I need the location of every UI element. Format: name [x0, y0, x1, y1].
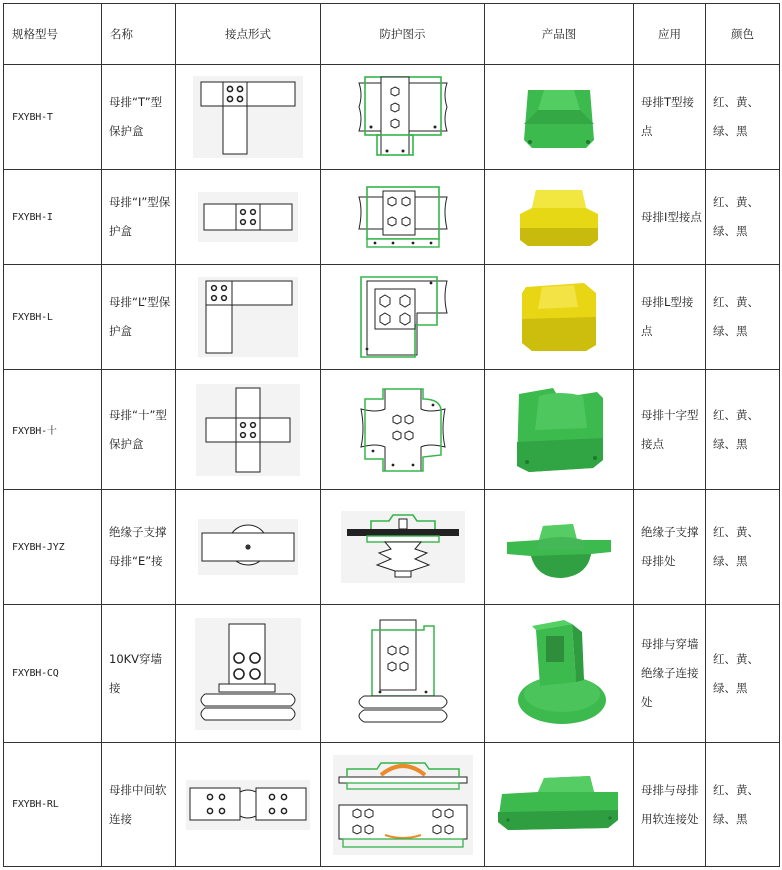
row-name: 母排“T”型保护盒 [102, 65, 176, 170]
joint-form-image [176, 605, 321, 743]
product-image [485, 170, 634, 265]
table-row [4, 490, 780, 605]
row-code: FXYBH-I [4, 170, 102, 265]
protection-diagram-image [321, 490, 485, 605]
protection-diagram-image [321, 65, 485, 170]
joint-form-image [176, 65, 321, 170]
joint-form-image [176, 370, 321, 490]
row-name: 10KV穿墙接 [102, 605, 176, 743]
row-color: 红、黄、绿、黑 [706, 65, 780, 170]
row-code: FXYBH-CQ [4, 605, 102, 743]
table-row [4, 743, 780, 867]
row-name: 绝缘子支撑母排“E”接 [102, 490, 176, 605]
protection-diagram-image [321, 170, 485, 265]
row-application: 母排十字型接点 [634, 370, 706, 490]
row-application: 母排I型接点 [634, 170, 706, 265]
row-application: 母排与穿墙绝缘子连接处 [634, 605, 706, 743]
table-row [4, 65, 780, 170]
header-row [4, 4, 780, 65]
protection-diagram-image [321, 265, 485, 370]
header-code: 规格型号 [4, 4, 102, 65]
header-name: 名称 [102, 4, 176, 65]
table-row [4, 170, 780, 265]
row-color: 红、黄、绿、黑 [706, 490, 780, 605]
row-color: 红、黄、绿、黑 [706, 265, 780, 370]
row-application: 母排L型接点 [634, 265, 706, 370]
product-image [485, 743, 634, 867]
joint-form-image [176, 170, 321, 265]
row-name: 母排“十”型保护盒 [102, 370, 176, 490]
joint-form-image [176, 743, 321, 867]
header-application: 应用 [634, 4, 706, 65]
row-code: FXYBH-L [4, 265, 102, 370]
product-image [485, 490, 634, 605]
row-application: 绝缘子支撑母排处 [634, 490, 706, 605]
row-name: 母排“L”型保护盒 [102, 265, 176, 370]
header-joint-form: 接点形式 [176, 4, 321, 65]
header-product-image: 产品图 [485, 4, 634, 65]
product-image [485, 265, 634, 370]
row-application: 母排T型接点 [634, 65, 706, 170]
row-color: 红、黄、绿、黑 [706, 605, 780, 743]
protection-diagram-image [321, 370, 485, 490]
protection-diagram-image [321, 743, 485, 867]
product-image [485, 605, 634, 743]
row-code: FXYBH-T [4, 65, 102, 170]
product-image [485, 370, 634, 490]
row-name: 母排“I”型保护盒 [102, 170, 176, 265]
row-code: FXYBH-JYZ [4, 490, 102, 605]
table-row [4, 265, 780, 370]
row-application: 母排与母排用软连接处 [634, 743, 706, 867]
row-code: FXYBH-十 [4, 370, 102, 490]
row-color: 红、黄、绿、黑 [706, 370, 780, 490]
table-row [4, 370, 780, 490]
row-color: 红、黄、绿、黑 [706, 170, 780, 265]
header-color: 颜色 [706, 4, 780, 65]
row-code: FXYBH-RL [4, 743, 102, 867]
row-color: 红、黄、绿、黑 [706, 743, 780, 867]
row-name: 母排中间软连接 [102, 743, 176, 867]
header-protection-diagram: 防护图示 [321, 4, 485, 65]
spec-table [3, 3, 780, 867]
protection-diagram-image [321, 605, 485, 743]
joint-form-image [176, 265, 321, 370]
product-image [485, 65, 634, 170]
table-row [4, 605, 780, 743]
joint-form-image [176, 490, 321, 605]
